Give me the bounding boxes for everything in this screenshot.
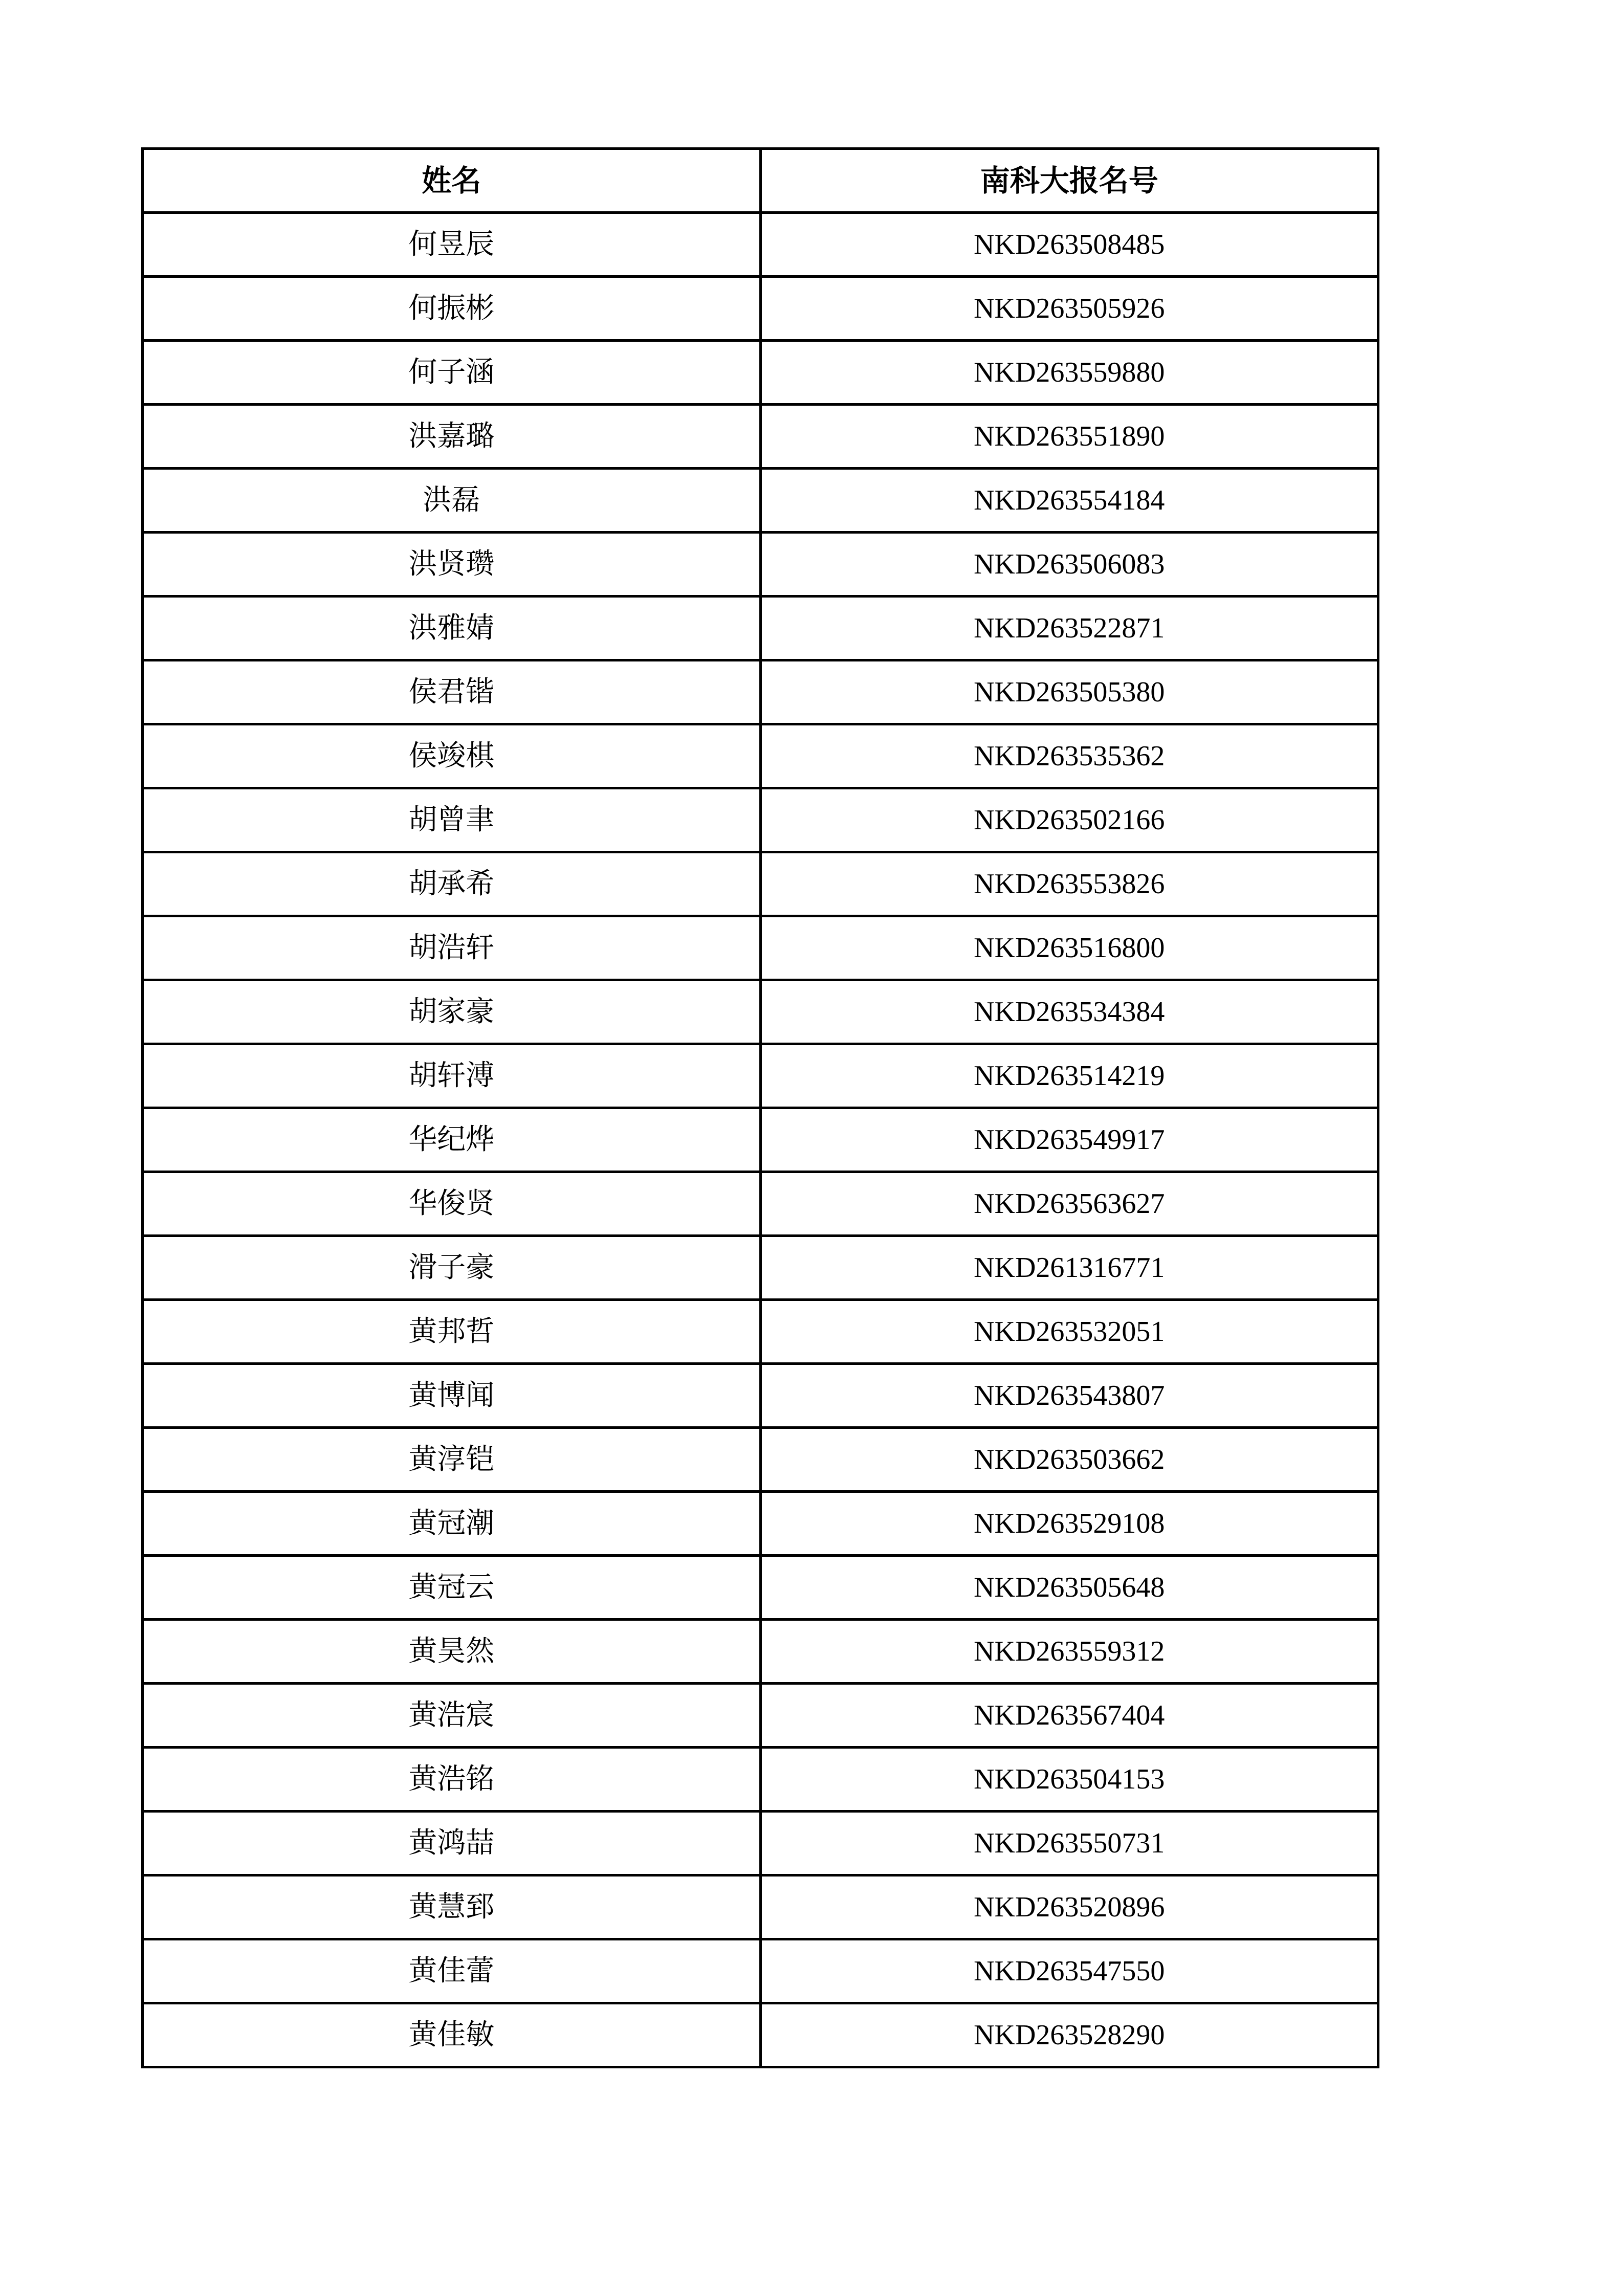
name-cell: 洪嘉璐 bbox=[143, 405, 761, 469]
registration-id-cell: NKD263543807 bbox=[760, 1364, 1378, 1428]
name-cell: 洪雅婧 bbox=[143, 597, 761, 660]
registration-id-cell: NKD263505926 bbox=[760, 277, 1378, 341]
registration-id-cell: NKD263535362 bbox=[760, 724, 1378, 788]
table-row bbox=[143, 1812, 1378, 1875]
table-row bbox=[143, 1364, 1378, 1428]
registration-id-cell: NKD263503662 bbox=[760, 1428, 1378, 1492]
table-row bbox=[143, 533, 1378, 597]
name-cell: 何振彬 bbox=[143, 277, 761, 341]
registration-id-cell: NKD263563627 bbox=[760, 1172, 1378, 1236]
registration-id-cell: NKD263516800 bbox=[760, 916, 1378, 980]
name-cell: 何子涵 bbox=[143, 341, 761, 405]
registration-id-cell: NKD263505648 bbox=[760, 1556, 1378, 1620]
name-cell: 黄淳铠 bbox=[143, 1428, 761, 1492]
name-cell: 黄冠云 bbox=[143, 1556, 761, 1620]
name-cell: 黄浩宸 bbox=[143, 1684, 761, 1748]
name-cell: 黄浩铭 bbox=[143, 1748, 761, 1812]
table-row bbox=[143, 1556, 1378, 1620]
table-row bbox=[143, 1236, 1378, 1300]
registration-id-cell: NKD263528290 bbox=[760, 2003, 1378, 2067]
registration-id-cell: NKD263529108 bbox=[760, 1492, 1378, 1556]
name-cell: 黄佳蕾 bbox=[143, 1939, 761, 2003]
name-cell: 黄佳敏 bbox=[143, 2003, 761, 2067]
name-cell: 胡家豪 bbox=[143, 980, 761, 1044]
registration-id-cell: NKD263506083 bbox=[760, 533, 1378, 597]
name-cell: 何昱辰 bbox=[143, 213, 761, 277]
name-cell: 黄昊然 bbox=[143, 1620, 761, 1684]
table-row bbox=[143, 2003, 1378, 2067]
table-row bbox=[143, 405, 1378, 469]
registration-id-cell: NKD263534384 bbox=[760, 980, 1378, 1044]
table-row bbox=[143, 1620, 1378, 1684]
registration-id-cell: NKD263505380 bbox=[760, 660, 1378, 724]
table-row bbox=[143, 1108, 1378, 1172]
table-row bbox=[143, 980, 1378, 1044]
header-row bbox=[143, 149, 1378, 213]
column-header-name: 姓名 bbox=[143, 149, 761, 213]
table-row bbox=[143, 1428, 1378, 1492]
registration-id-cell: NKD261316771 bbox=[760, 1236, 1378, 1300]
name-cell: 黄博闻 bbox=[143, 1364, 761, 1428]
table-row bbox=[143, 1939, 1378, 2003]
registration-id-cell: NKD263554184 bbox=[760, 469, 1378, 533]
table-row bbox=[143, 213, 1378, 277]
name-cell: 黄慧郅 bbox=[143, 1875, 761, 1939]
registration-id-cell: NKD263547550 bbox=[760, 1939, 1378, 2003]
table-row bbox=[143, 1492, 1378, 1556]
table-row bbox=[143, 724, 1378, 788]
table-row bbox=[143, 341, 1378, 405]
name-cell: 胡浩轩 bbox=[143, 916, 761, 980]
name-cell: 滑子豪 bbox=[143, 1236, 761, 1300]
table-row bbox=[143, 469, 1378, 533]
table-row bbox=[143, 1044, 1378, 1108]
table-row bbox=[143, 788, 1378, 852]
name-cell: 侯君锴 bbox=[143, 660, 761, 724]
table-row bbox=[143, 1748, 1378, 1812]
name-cell: 华纪烨 bbox=[143, 1108, 761, 1172]
name-cell: 侯竣棋 bbox=[143, 724, 761, 788]
table-row bbox=[143, 660, 1378, 724]
name-cell: 黄冠潮 bbox=[143, 1492, 761, 1556]
registration-id-cell: NKD263504153 bbox=[760, 1748, 1378, 1812]
registration-id-cell: NKD263532051 bbox=[760, 1300, 1378, 1364]
registration-id-cell: NKD263553826 bbox=[760, 852, 1378, 916]
registration-id-cell: NKD263522871 bbox=[760, 597, 1378, 660]
table-row bbox=[143, 916, 1378, 980]
name-cell: 洪磊 bbox=[143, 469, 761, 533]
table-row bbox=[143, 1300, 1378, 1364]
table-body bbox=[143, 213, 1378, 2067]
registration-id-cell: NKD263559312 bbox=[760, 1620, 1378, 1684]
table-row bbox=[143, 1172, 1378, 1236]
table-row bbox=[143, 852, 1378, 916]
registration-id-cell: NKD263549917 bbox=[760, 1108, 1378, 1172]
table-row bbox=[143, 1875, 1378, 1939]
registration-id-cell: NKD263514219 bbox=[760, 1044, 1378, 1108]
column-header-registration-id: 南科大报名号 bbox=[760, 149, 1378, 213]
registration-id-cell: NKD263567404 bbox=[760, 1684, 1378, 1748]
registration-id-cell: NKD263502166 bbox=[760, 788, 1378, 852]
name-cell: 胡轩溥 bbox=[143, 1044, 761, 1108]
registration-id-cell: NKD263550731 bbox=[760, 1812, 1378, 1875]
registration-id-cell: NKD263551890 bbox=[760, 405, 1378, 469]
registration-id-cell: NKD263508485 bbox=[760, 213, 1378, 277]
registration-id-cell: NKD263520896 bbox=[760, 1875, 1378, 1939]
name-cell: 洪贤瓒 bbox=[143, 533, 761, 597]
name-cell: 华俊贤 bbox=[143, 1172, 761, 1236]
table-row bbox=[143, 597, 1378, 660]
registration-table bbox=[141, 147, 1379, 2068]
registration-id-cell: NKD263559880 bbox=[760, 341, 1378, 405]
table-row bbox=[143, 1684, 1378, 1748]
name-cell: 胡曾聿 bbox=[143, 788, 761, 852]
name-cell: 黄鸿喆 bbox=[143, 1812, 761, 1875]
name-cell: 黄邦哲 bbox=[143, 1300, 761, 1364]
table-row bbox=[143, 277, 1378, 341]
name-cell: 胡承希 bbox=[143, 852, 761, 916]
